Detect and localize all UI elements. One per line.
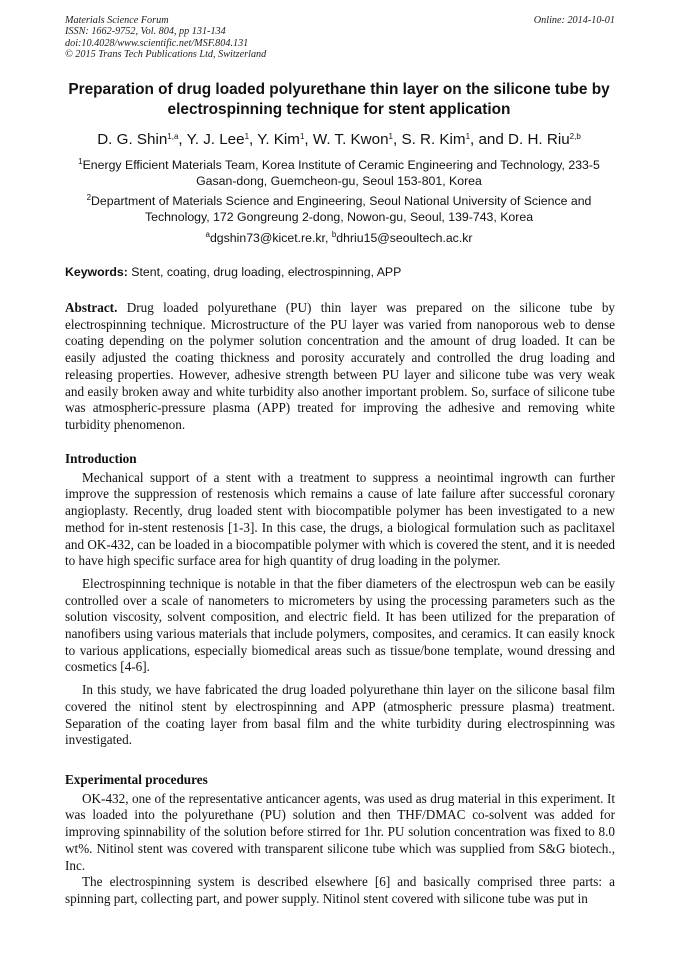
experimental-heading: Experimental procedures bbox=[65, 772, 208, 787]
affiliation-1: $^1$Energy Efficient Materials Team, Korea Institute of Ceramic Engineering and Technology, 233-5 Gasan-dong, Guemcheon-gu, Seoul 153-801, Korea bbox=[78, 157, 600, 188]
keywords-label: Keywords: bbox=[65, 265, 128, 279]
keywords-text: Stent, coating, drug loading, electrospinning, APP bbox=[131, 265, 402, 279]
paragraph: The electrospinning system is described elsewhere [6] and basically comprised three parts: a spinning part, collecting part, and power supply. Nitinol stent covered with silicone tube was put in bbox=[65, 874, 615, 906]
introduction-heading: Introduction bbox=[65, 451, 137, 466]
abstract-section bbox=[65, 300, 615, 440]
keywords bbox=[65, 264, 615, 280]
introduction-section bbox=[65, 451, 615, 755]
paper-title: Preparation of drug loaded polyurethane thin layer on the silicone tube by electrospinning technique for stent application bbox=[68, 81, 610, 118]
copyright-line: © 2015 Trans Tech Publications Ltd, Switzerland bbox=[65, 49, 267, 61]
paragraph: In this study, we have fabricated the drug loaded polyurethane thin layer on the silicone basal film covered the nitinol stent by electrospinning and APP (atmospheric pressure plasma) treatment. Separation of the coating layer from basal film and the white turbidity during electrospinning was investigated. bbox=[65, 682, 615, 748]
journal-name: Materials Science Forum bbox=[65, 15, 169, 26]
author: S. R. Kim$^1$, and bbox=[401, 131, 509, 148]
email-a[interactable]: $^a$dgshin73@kicet.re.kr bbox=[205, 230, 325, 245]
experimental-section bbox=[65, 772, 615, 914]
online-date: Online: 2014-10-01 bbox=[533, 15, 615, 26]
email-b[interactable]: $^b$dhriu15@seoultech.ac.kr bbox=[331, 230, 473, 245]
abstract-text: Drug loaded polyurethane (PU) thin layer was prepared on the silicone tube by electrospinning technique. Microstructure of the PU layer was varied from nanoporous web to dense coating depending on the polymer solution concentration and the amount of drug loaded. It can be easily adjusted the coating thickness and porosity accurately and controlled the drug loading and releasing properties. However, adhesive strength between PU layer and silicone tube was very weak and easily broken away and white turbidity also another important problem. So, surface of silicone tube was atmospheric-pressure plasma (APP) treated for improving the adhesive and removing white turbidity phenomenon. bbox=[65, 300, 616, 432]
author: D. H. Riu$^{2,b}$ bbox=[508, 131, 581, 148]
paragraph: Mechanical support of a stent with a treatment to suppress a neointimal ingrowth can further improve the suppression of restenosis which remains a cause of late failure after successful coronary angioplasty. Recently, drug loaded stent with biocompatible polymer has been investigated to a new method for in-stent restenosis [1-3]. In this case, the drugs, a biological formulation such as paclitaxel and OK-432, can be loaded in a biocompatible polymer with which is covered the stent, and it is needed to have high specific surface area for high quantity of drug loading in the polymer. bbox=[65, 469, 615, 569]
author: Y. J. Lee$^1$, bbox=[186, 131, 258, 148]
issn-line: ISSN: 1662-9752, Vol. 804, pp 131-134 bbox=[65, 26, 226, 38]
journal-header bbox=[65, 15, 615, 61]
doi-line[interactable]: doi:10.4028/www.scientific.net/MSF.804.131 bbox=[65, 37, 249, 49]
author: D. G. Shin$^{1,a}$, bbox=[97, 131, 187, 148]
author: Y. Kim$^1$, bbox=[257, 131, 313, 148]
paragraph: Electrospinning technique is notable in that the fiber diameters of the electrospun web can be easily controlled over a scale of nanometers to micrometers by using the processing parameters such as the solution viscosity, solvent composition, and electric field. It has been utilized for the preparation of nanofibers using various materials that include polymers, composites, and ceramics. It can easily knock to various applications, especially biomedical areas such as tissue/bone template, wound dressing and cosmetics [4-6]. bbox=[65, 575, 615, 675]
affiliation-2: $^2$Department of Materials Science and Engineering, Seoul National University of Science and Technology, 172 Gongreung 2-dong, Nowon-gu, Seoul, 139-743, Korea bbox=[86, 193, 592, 224]
author: W. T. Kwon$^1$, bbox=[312, 131, 402, 148]
abstract-label: Abstract. bbox=[65, 300, 118, 315]
email-line: $^a$dgshin73@kicet.re.kr, $^b$dhriu15@seoultech.ac.kr bbox=[205, 230, 473, 245]
paragraph: OK-432, one of the representative anticancer agents, was used as drug material in this experiment. It was loaded into the polyurethane (PU) solution and then THF/DMAC co-solvent was added for improving spinnability of the solution before stirred for 1hr. PU solution concentration was fixed to 8.0 wt%. Nitinol stent was covered with transparent silicone tube which was supplied from S&G biotech., Inc. bbox=[65, 790, 615, 873]
author-list bbox=[40, 130, 638, 150]
